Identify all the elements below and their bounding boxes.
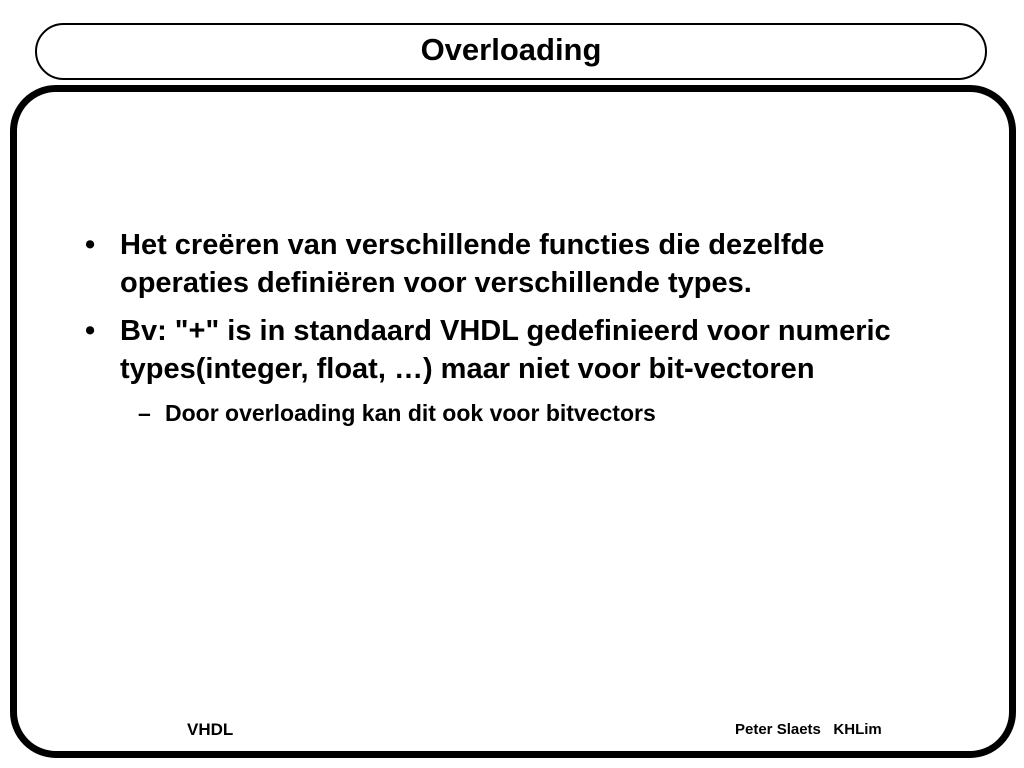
bullet-text: Het creëren van verschillende functies die dezelfde operaties definiëren voor verschillende types. — [120, 229, 825, 299]
bullet-item — [82, 226, 952, 302]
bullet-item — [82, 312, 952, 388]
bullet-list — [82, 226, 952, 428]
sub-bullet-item — [120, 398, 952, 428]
title-box — [35, 23, 987, 80]
footer-author: Peter Slaets — [735, 721, 821, 738]
bullet-text: Bv: "+" is in standaard VHDL gedefinieerd voor numeric types(integer, float, …) maar niet voor bit-vectoren — [120, 315, 891, 385]
bullet-marker: • — [85, 315, 96, 347]
footer-course: VHDL — [187, 720, 234, 739]
bullet-marker: • — [85, 229, 96, 261]
sub-bullet-text: Door overloading kan dit ook voor bitvectors — [165, 400, 656, 426]
sub-bullet-marker: – — [138, 400, 151, 426]
footer-credit — [735, 721, 882, 738]
slide-title: Overloading — [420, 32, 602, 67]
footer-institution: KHLim — [833, 721, 882, 738]
